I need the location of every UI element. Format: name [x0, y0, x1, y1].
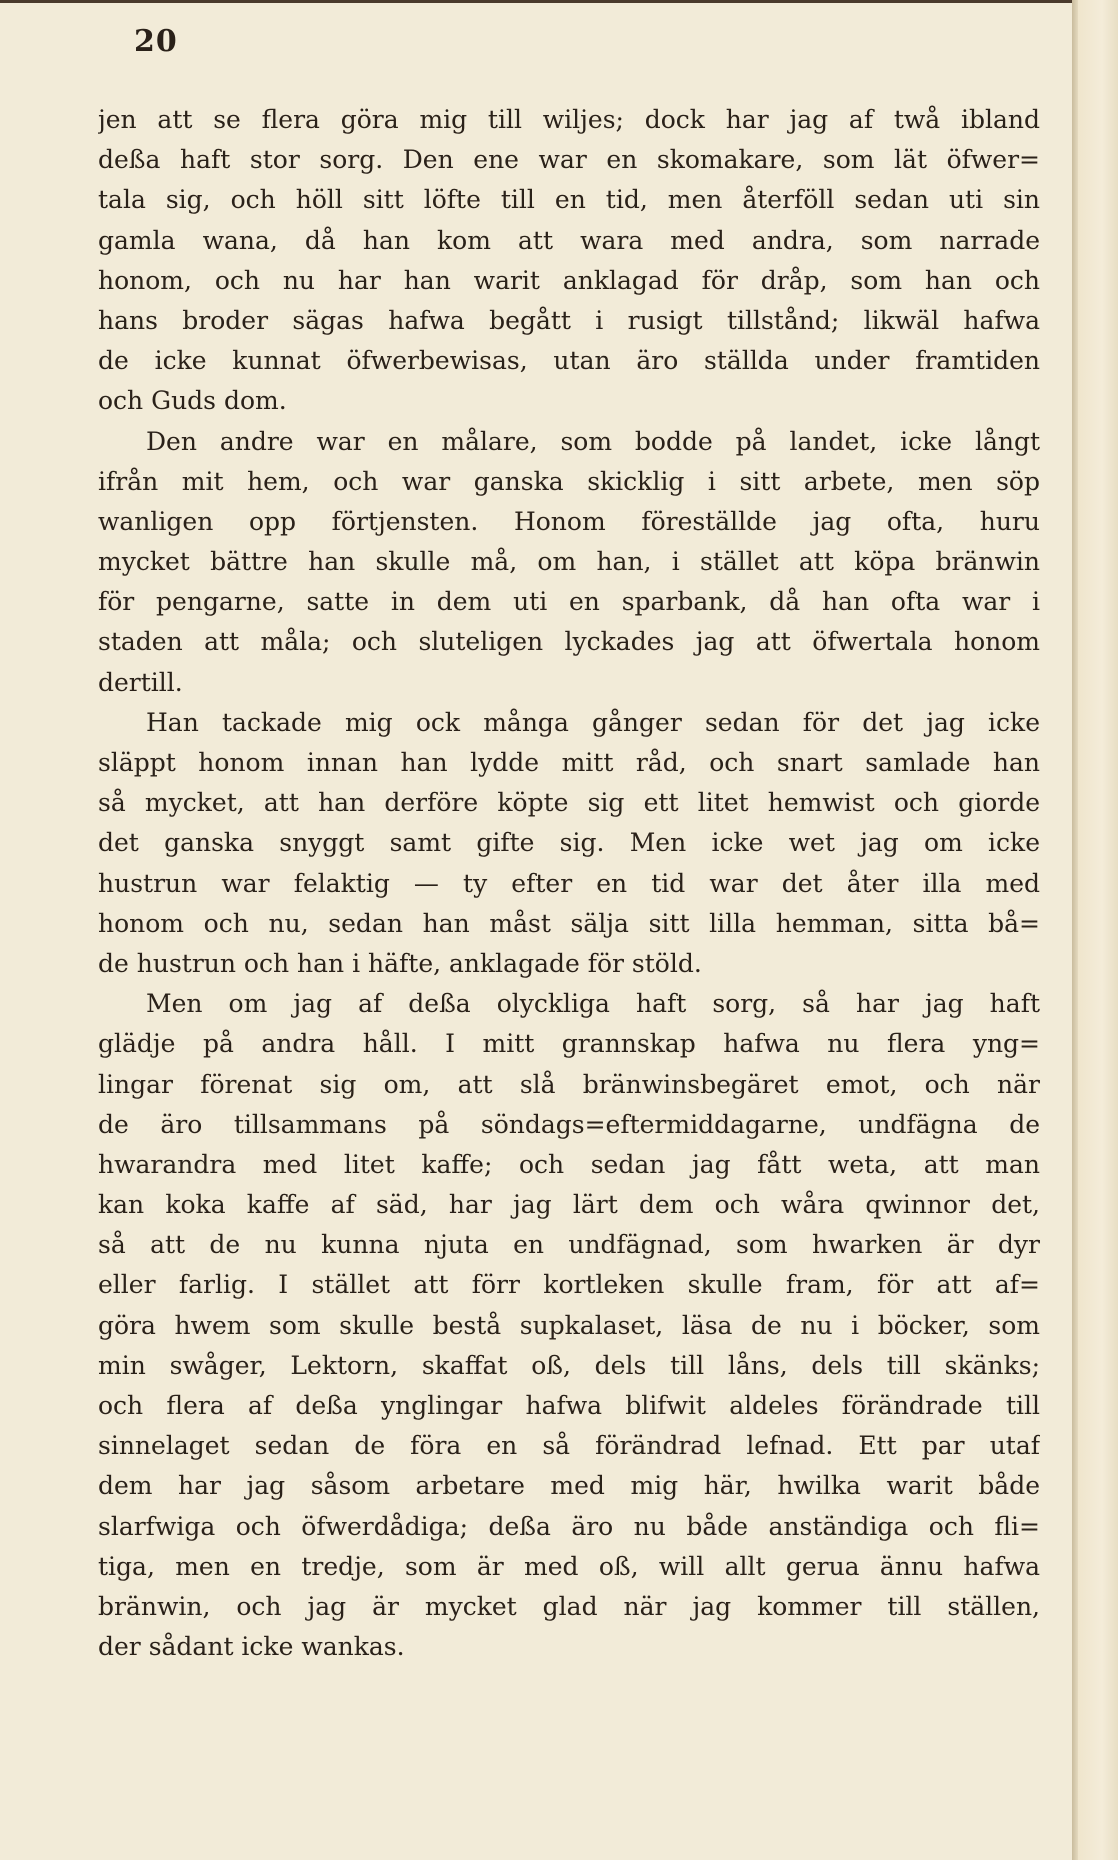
text-line: Han tackade mig ock många gånger sedan för det jag icke: [146, 707, 1040, 737]
text-line: mycket bättre han skulle må, om han, i stället att köpa bränwin: [98, 547, 1040, 577]
text-line: de icke kunnat öfwerbewisas, utan äro ställda under framtiden: [98, 346, 1040, 376]
text-line: Men om jag af deßa olyckliga haft sorg, så har jag haft: [146, 989, 1040, 1019]
text-line: jen att se flera göra mig till wiljes; dock har jag af twå ibland: [98, 105, 1040, 134]
text-line: staden att måla; och sluteligen lyckades jag att öfwertala honom: [98, 627, 1040, 657]
next-page-edge: [1078, 0, 1118, 1860]
text-line: bränwin, och jag är mycket glad när jag kommer till ställen,: [98, 1591, 1040, 1621]
text-line: ifrån mit hem, och war ganska skicklig i sitt arbete, men söp: [98, 466, 1040, 496]
text-line: dertill.: [98, 667, 183, 697]
text-line: och flera af deßa ynglingar hafwa blifwit aldeles förändrade till: [98, 1391, 1040, 1420]
text-line: dem har jag såsom arbetare med mig här, hwilka warit både: [98, 1471, 1040, 1501]
text-line: tiga, men en tredje, som är med oß, will allt gerua ännu hafwa: [98, 1551, 1040, 1581]
text-line: sinnelaget sedan de föra en så förändrad lefnad. Ett par utaf: [98, 1431, 1040, 1461]
top-edge: [0, 0, 1118, 3]
text-line: och Guds dom.: [98, 386, 287, 416]
text-line: glädje på andra håll. I mitt grannskap hafwa nu flera yng=: [98, 1029, 1040, 1059]
text-line: de äro tillsammans på söndags=eftermiddagarne, undfägna de: [98, 1109, 1040, 1139]
body-text: [98, 100, 1040, 1667]
text-line: kan koka kaffe af säd, har jag lärt dem och wåra qwinnor det,: [98, 1190, 1040, 1220]
text-line: lingar förenat sig om, att slå bränwinsbegäret emot, och när: [98, 1069, 1040, 1099]
text-line: släppt honom innan han lydde mitt råd, och snart samlade han: [98, 748, 1040, 777]
text-line: tala sig, och höll sitt löfte till en tid, men återföll sedan uti sin: [98, 185, 1040, 215]
text-line: wanligen opp förtjensten. Honom föreställde jag ofta, huru: [98, 506, 1040, 536]
text-line: för pengarne, satte in dem uti en sparbank, då han ofta war i: [98, 587, 1040, 617]
text-line: det ganska snyggt samt gifte sig. Men icke wet jag om icke: [98, 828, 1040, 858]
text-line: eller farlig. I stället att förr kortleken skulle fram, för att af=: [98, 1270, 1040, 1300]
text-line: hans broder sägas hafwa begått i rusigt tillstånd; likwäl hafwa: [98, 305, 1040, 335]
text-line: hustrun war felaktig — ty efter en tid war det åter illa med: [98, 868, 1040, 898]
text-line: så mycket, att han derföre köpte sig ett litet hemwist och giorde: [98, 788, 1040, 818]
text-line: slarfwiga och öfwerdådiga; deßa äro nu både anständiga och fli=: [98, 1511, 1040, 1541]
text-line: Den andre war en målare, som bodde på landet, icke långt: [146, 426, 1040, 456]
text-line: hwarandra med litet kaffe; och sedan jag fått weta, att man: [98, 1149, 1040, 1179]
text-line: så att de nu kunna njuta en undfägnad, som hwarken är dyr: [98, 1230, 1040, 1260]
text-line: min swåger, Lektorn, skaffat oß, dels till låns, dels till skänks;: [98, 1350, 1040, 1380]
text-line: deßa haft stor sorg. Den ene war en skomakare, som lät öfwer=: [98, 145, 1040, 175]
text-line: gamla wana, då han kom att wara med andra, som narrade: [98, 225, 1040, 255]
text-line: göra hwem som skulle bestå supkalaset, läsa de nu i böcker, som: [98, 1310, 1040, 1340]
text-line: honom och nu, sedan han måst sälja sitt lilla hemman, sitta bå=: [98, 908, 1040, 938]
page-number: 20: [134, 24, 178, 59]
text-line: der sådant icke wankas.: [98, 1632, 405, 1662]
text-line: de hustrun och han i häfte, anklagade för stöld.: [98, 948, 702, 978]
text-line: honom, och nu har han warit anklagad för dråp, som han och: [98, 265, 1040, 295]
